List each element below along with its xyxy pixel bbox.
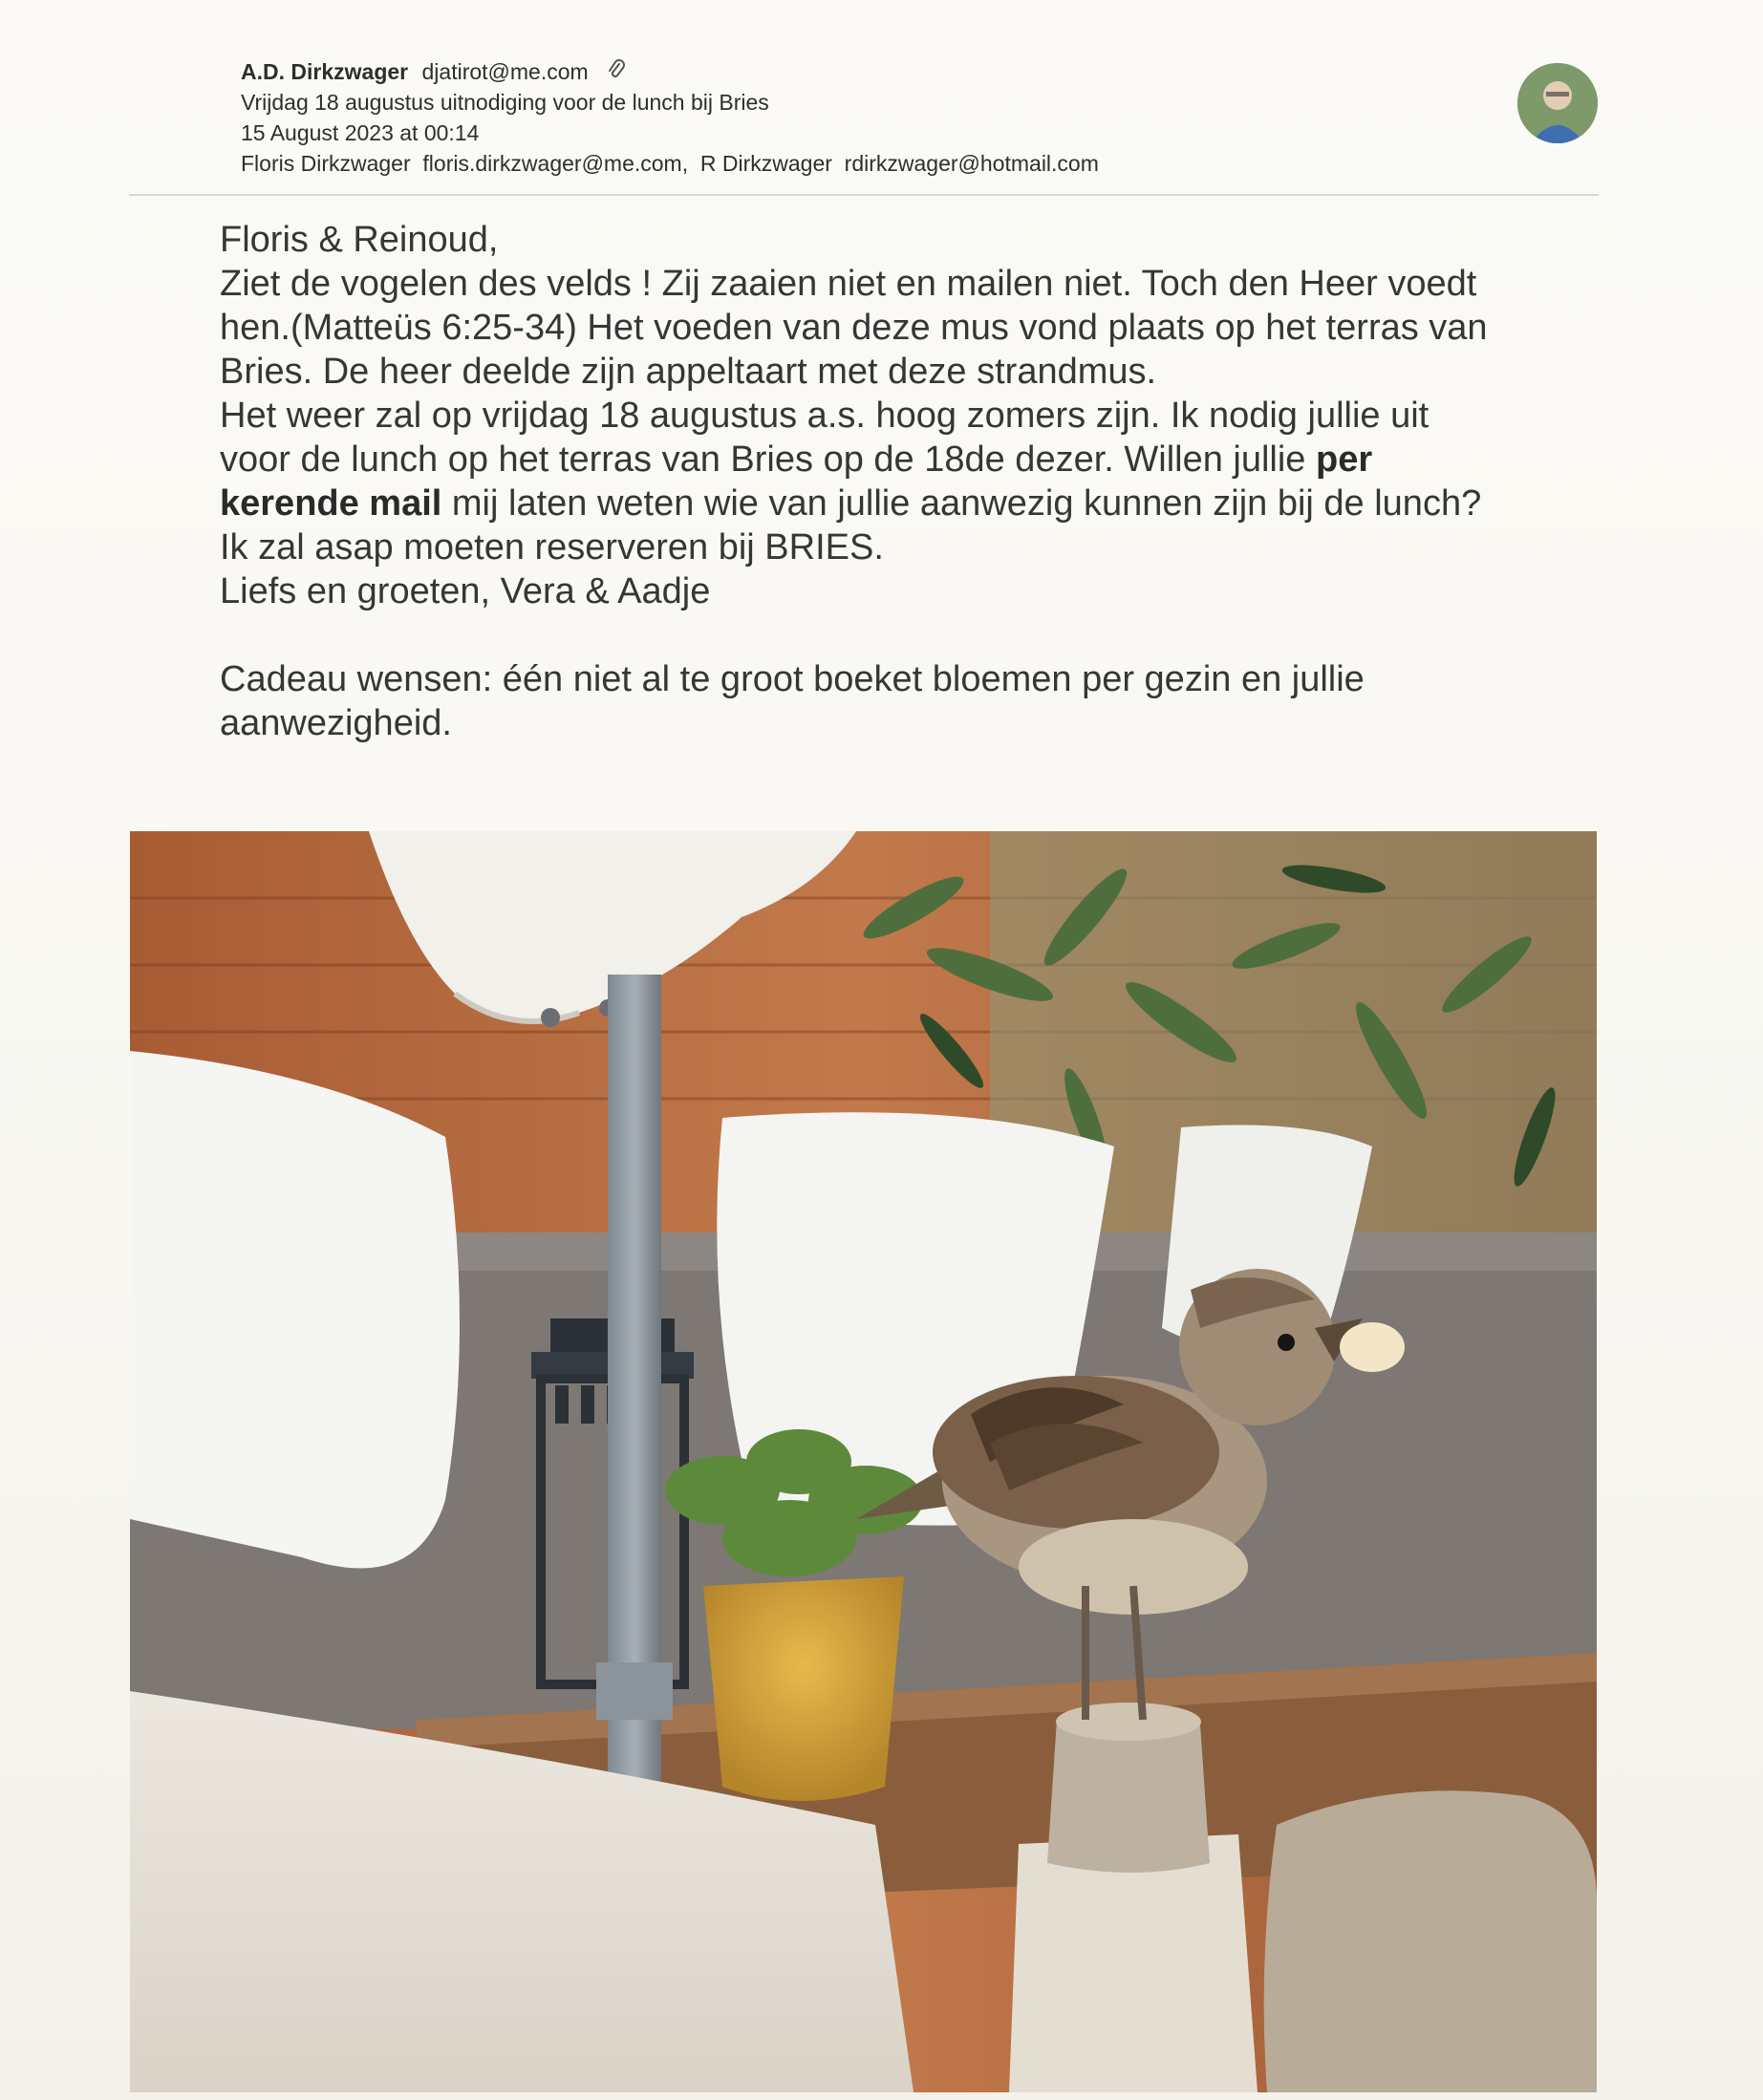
sender-avatar[interactable] — [1517, 63, 1598, 143]
to-recipients[interactable]: Floris Dirkzwager floris.dirkzwager@me.com, R Dirkzwager rdirkzwager@hotmail.com — [241, 151, 1099, 176]
body-line: Het weer zal op vrijdag 18 augustus a.s. hoog zomers zijn. Ik nodig jullie uit — [220, 396, 1430, 436]
from-email[interactable]: djatirot@me.com — [421, 59, 589, 84]
gift-line: Cadeau wensen: één niet al te groot boeket bloemen per gezin en jullie — [220, 659, 1365, 699]
cushion-left — [130, 1051, 460, 1568]
body-line: Bries. De heer deelde zijn appeltaart met deze strandmus. — [220, 352, 1157, 392]
stone — [1264, 1790, 1597, 2092]
body-line: Floris & Reinoud, — [220, 220, 499, 260]
closing-line: Liefs en groeten, Vera & Aadje — [220, 571, 711, 611]
header-divider — [129, 194, 1599, 196]
date-text: 15 August 2023 at 00:14 — [241, 120, 480, 145]
bold-phrase: per — [1316, 439, 1373, 480]
body-line: Ik zal asap moeten reserveren bij BRIES. — [220, 527, 884, 568]
email-body — [220, 218, 1653, 745]
subject-text: Vrijdag 18 augustus uitnodiging voor de lunch bij Bries — [241, 90, 769, 115]
terrace-scene — [130, 831, 1597, 2092]
body-line: Ziet de vogelen des velds ! Zij zaaien niet en mailen niet. Toch den Heer voedt — [220, 264, 1477, 304]
gift-line: aanwezigheid. — [220, 703, 452, 743]
body-line: hen.(Matteüs 6:25-34) Het voeden van deze mus vond plaats op het terras van — [220, 308, 1488, 348]
body-line: voor de lunch op het terras van Bries op de 18de dezer. Willen jullie per — [220, 439, 1373, 480]
body-line: kerende mail mij laten weten wie van jullie aanwezig kunnen zijn bij de lunch? — [220, 483, 1482, 524]
wooden-post — [1047, 1703, 1210, 1873]
from-name[interactable]: A.D. Dirkzwager — [241, 59, 409, 84]
bold-phrase: kerende mail — [220, 483, 442, 524]
sparrow-photo — [130, 831, 1597, 2092]
